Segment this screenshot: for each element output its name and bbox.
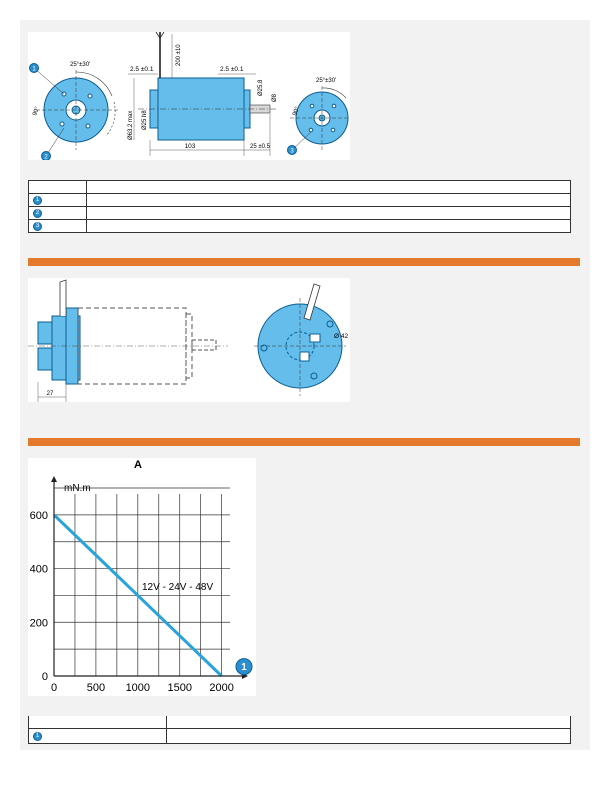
lead-length-label: 200 ±10 bbox=[176, 44, 182, 66]
table-cell bbox=[87, 207, 571, 220]
spigot-diameter-label: Ø25 h8 bbox=[142, 110, 148, 130]
table-cell bbox=[87, 194, 571, 207]
left-angle-label: 25°±30' bbox=[70, 62, 91, 68]
motor-dimension-drawing bbox=[28, 32, 350, 160]
shaft-length-label: 25 ±0.5 bbox=[250, 144, 270, 150]
table-cell bbox=[167, 716, 571, 729]
svg-text:1: 1 bbox=[32, 66, 36, 73]
x-tick-label: 1000 bbox=[125, 682, 151, 694]
right-end-view bbox=[290, 78, 350, 152]
table-row bbox=[29, 716, 571, 729]
x-tick-label: 1500 bbox=[167, 682, 192, 694]
chart-svg bbox=[28, 458, 256, 696]
motor-side-view bbox=[128, 32, 278, 156]
callout-badge: 1 bbox=[33, 196, 42, 205]
callout-badge: 3 bbox=[33, 222, 42, 231]
y-tick-label: 600 bbox=[29, 509, 48, 522]
table-row bbox=[29, 220, 571, 233]
x-tick-label: 0 bbox=[50, 682, 58, 694]
chart-callout-table bbox=[28, 716, 571, 744]
table-row bbox=[29, 729, 571, 744]
accessory-side-view bbox=[28, 280, 228, 402]
svg-text:2: 2 bbox=[44, 154, 48, 160]
table-cell bbox=[29, 181, 87, 194]
y-axis-label: mN.m bbox=[64, 483, 91, 494]
callout-3 bbox=[288, 132, 312, 155]
table-cell bbox=[167, 729, 571, 744]
table-row bbox=[29, 194, 571, 207]
svg-text:1: 1 bbox=[241, 662, 247, 674]
table-row bbox=[29, 207, 571, 220]
right-angle-label: 25°±30' bbox=[316, 78, 337, 84]
body-length-label: 103 bbox=[184, 143, 196, 150]
shaft-diameter-label: Ø8 bbox=[272, 93, 278, 102]
torque-speed-chart bbox=[28, 458, 256, 696]
body-diameter-label: Ø63.2 max bbox=[128, 110, 134, 140]
right-angle-b-label: 90° bbox=[292, 106, 301, 117]
left-end-view bbox=[32, 62, 118, 150]
chart-title: A bbox=[134, 459, 142, 471]
left-angle-b-label: 90° bbox=[32, 106, 41, 117]
table-cell bbox=[87, 181, 571, 194]
series-label: 12V - 24V - 48V bbox=[142, 582, 214, 594]
accessory-end-view bbox=[254, 284, 348, 396]
left-offset-label: 2.5 ±0.1 bbox=[130, 66, 154, 73]
callout-badge: 1 bbox=[33, 732, 42, 741]
callout-badge: 2 bbox=[33, 209, 42, 218]
y-tick-label: 400 bbox=[29, 563, 48, 576]
accessory-length-label: 27 bbox=[46, 391, 54, 397]
y-tick-label: 0 bbox=[41, 671, 48, 683]
accessory-drawing bbox=[28, 278, 350, 402]
svg-text:3: 3 bbox=[290, 148, 294, 155]
flange-diameter-label: Ø25.8 bbox=[258, 79, 264, 96]
section-divider bbox=[28, 258, 580, 266]
right-offset-label: 2.5 ±0.1 bbox=[220, 66, 244, 73]
y-tick-label: 200 bbox=[29, 617, 48, 630]
table-cell bbox=[29, 716, 167, 729]
accessory-diameter-label: Ø 42 bbox=[334, 333, 349, 340]
chart-callout-1 bbox=[236, 659, 252, 675]
x-tick-label: 2000 bbox=[209, 682, 234, 694]
callout-reference-table bbox=[28, 180, 571, 233]
x-tick-label: 500 bbox=[86, 682, 106, 694]
table-cell bbox=[87, 220, 571, 233]
y-axis-arrow bbox=[51, 476, 57, 482]
callout-1 bbox=[30, 64, 65, 95]
callout-2 bbox=[42, 128, 65, 160]
section-divider bbox=[28, 438, 580, 446]
table-row bbox=[29, 181, 571, 194]
